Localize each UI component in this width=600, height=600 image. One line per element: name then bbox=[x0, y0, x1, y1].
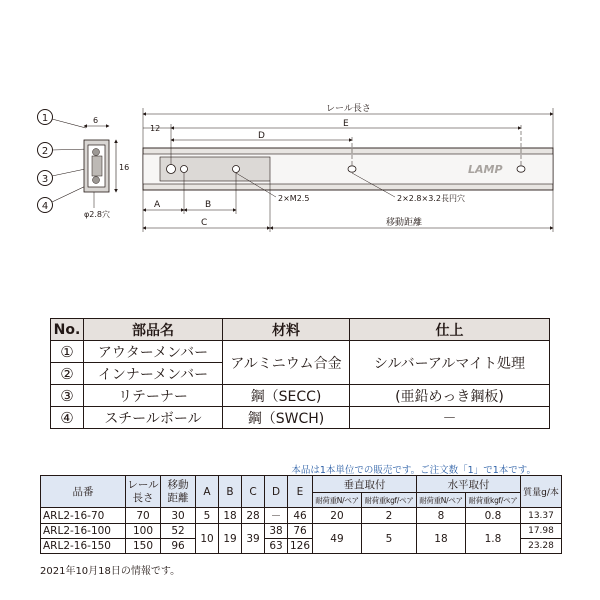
table-row bbox=[51, 407, 550, 429]
svg-text:3: 3 bbox=[41, 174, 49, 185]
spec-header-h-load-n: 耐荷重N/ペア bbox=[416, 493, 465, 508]
cell-h-load-n: 8 bbox=[416, 508, 465, 524]
svg-text:16: 16 bbox=[119, 163, 130, 172]
cell-part: ARL2-16-100 bbox=[41, 524, 126, 539]
cross-section-view bbox=[84, 116, 129, 219]
cell-h-load-kgf: 1.8 bbox=[465, 524, 520, 554]
cell-part: ARL2-16-150 bbox=[41, 539, 126, 554]
svg-text:φ2.8穴: φ2.8穴 bbox=[84, 210, 110, 219]
info-date-footer: 2021年10月18日の情報です。 bbox=[40, 566, 181, 577]
svg-text:1: 1 bbox=[41, 113, 49, 124]
spec-header-rail: レール 長さ bbox=[126, 476, 161, 508]
svg-text:B: B bbox=[205, 200, 212, 210]
cell-rail: 150 bbox=[126, 539, 161, 554]
part-no: ④ bbox=[51, 407, 84, 429]
cell-d: － bbox=[265, 508, 288, 524]
part-material: 鋼（SECC) bbox=[223, 385, 350, 407]
part-material: アルミニウム合金 bbox=[223, 341, 350, 385]
cell-h-load-n: 18 bbox=[416, 524, 465, 554]
table-row bbox=[51, 341, 550, 363]
svg-text:レール長さ: レール長さ bbox=[326, 104, 371, 114]
spec-header-horizontal: 水平取付 bbox=[416, 476, 520, 493]
cell-c: 39 bbox=[242, 524, 265, 554]
callout-2 bbox=[38, 143, 91, 158]
spec-header-e: E bbox=[288, 476, 313, 508]
parts-header-no: No. bbox=[51, 319, 84, 341]
parts-table bbox=[50, 318, 550, 429]
cell-b: 18 bbox=[219, 508, 242, 524]
cell-rail: 100 bbox=[126, 524, 161, 539]
spec-header-c: C bbox=[242, 476, 265, 508]
part-name: スチールボール bbox=[84, 407, 223, 429]
cell-e: 76 bbox=[288, 524, 313, 539]
cell-b: 19 bbox=[219, 524, 242, 554]
cell-travel: 52 bbox=[161, 524, 196, 539]
cell-e: 126 bbox=[288, 539, 313, 554]
part-name: インナーメンバー bbox=[84, 363, 223, 385]
spec-header-v-load-n: 耐荷重N/ペア bbox=[313, 493, 362, 508]
spec-header-d: D bbox=[265, 476, 288, 508]
svg-text:2×2.8×3.2長円穴: 2×2.8×3.2長円穴 bbox=[397, 194, 465, 203]
cell-a: 10 bbox=[196, 524, 219, 554]
cell-rail: 70 bbox=[126, 508, 161, 524]
part-name: アウターメンバー bbox=[84, 341, 223, 363]
callout-1 bbox=[38, 110, 87, 129]
part-no: ① bbox=[51, 341, 84, 363]
svg-text:C: C bbox=[201, 218, 208, 228]
sales-unit-note: 本品は1本単位での販売です。ご注文数「1」で1本です。 bbox=[291, 465, 536, 476]
spec-header-vertical: 垂直取付 bbox=[313, 476, 417, 493]
cell-v-load-n: 49 bbox=[313, 524, 362, 554]
spec-header-v-load-kgf: 耐荷重kgf/ペア bbox=[361, 493, 416, 508]
cell-v-load-kgf: 2 bbox=[361, 508, 416, 524]
spec-header-part: 品番 bbox=[41, 476, 126, 508]
callout-3 bbox=[38, 168, 91, 186]
svg-text:A: A bbox=[154, 200, 161, 210]
cell-c: 28 bbox=[242, 508, 265, 524]
cell-mass: 17.98 bbox=[521, 524, 562, 539]
table-row bbox=[51, 385, 550, 407]
part-finish: (亜鉛めっき鋼板) bbox=[350, 385, 550, 407]
parts-header-finish: 仕上 bbox=[350, 319, 550, 341]
spec-header-b: B bbox=[219, 476, 242, 508]
svg-text:2×M2.5: 2×M2.5 bbox=[278, 194, 310, 203]
svg-text:6: 6 bbox=[93, 116, 99, 125]
cell-v-load-kgf: 5 bbox=[361, 524, 416, 554]
cell-d: 38 bbox=[265, 524, 288, 539]
cell-mass: 23.28 bbox=[521, 539, 562, 554]
part-material: 鋼（SWCH) bbox=[223, 407, 350, 429]
table-row bbox=[41, 524, 562, 539]
table-row bbox=[41, 508, 562, 524]
svg-text:2: 2 bbox=[41, 146, 49, 157]
parts-header-name: 部品名 bbox=[84, 319, 223, 341]
cell-mass: 13.37 bbox=[521, 508, 562, 524]
svg-text:E: E bbox=[343, 119, 349, 129]
svg-text:D: D bbox=[258, 131, 265, 141]
spec-header-mass: 質量g/本 bbox=[521, 476, 562, 508]
part-name: リテーナー bbox=[84, 385, 223, 407]
cell-part: ARL2-16-70 bbox=[41, 508, 126, 524]
svg-text:4: 4 bbox=[41, 201, 49, 212]
part-no: ② bbox=[51, 363, 84, 385]
cell-v-load-n: 20 bbox=[313, 508, 362, 524]
spec-header-h-load-kgf: 耐荷重kgf/ペア bbox=[465, 493, 520, 508]
spec-header-travel: 移動 距離 bbox=[161, 476, 196, 508]
cell-travel: 30 bbox=[161, 508, 196, 524]
part-finish: － bbox=[350, 407, 550, 429]
cell-travel: 96 bbox=[161, 539, 196, 554]
part-finish: シルバーアルマイト処理 bbox=[350, 341, 550, 385]
svg-text:移動距離: 移動距離 bbox=[386, 218, 423, 228]
spec-header-a: A bbox=[196, 476, 219, 508]
part-no: ③ bbox=[51, 385, 84, 407]
svg-text:LAMP: LAMP bbox=[468, 163, 503, 176]
rail-body bbox=[143, 148, 553, 190]
cell-e: 46 bbox=[288, 508, 313, 524]
svg-text:12: 12 bbox=[150, 124, 161, 133]
cell-a: 5 bbox=[196, 508, 219, 524]
parts-header-material: 材料 bbox=[223, 319, 350, 341]
cell-h-load-kgf: 0.8 bbox=[465, 508, 520, 524]
cell-d: 63 bbox=[265, 539, 288, 554]
spec-table bbox=[40, 475, 562, 554]
